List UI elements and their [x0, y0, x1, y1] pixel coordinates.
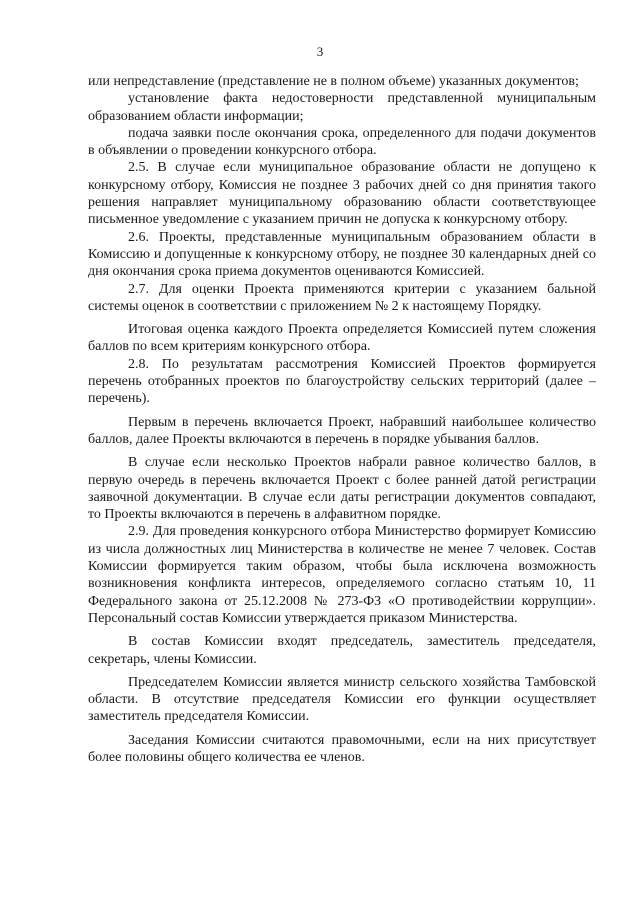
- paragraph-2-5: 2.5. В случае если муниципальное образование области не допущено к конкурсному отбору, Комиссия не позднее 3 рабочих дней со дня принятия такого решения направляет муниципальному образованию области соответствующее письменное уведомление с указанием причин не допуска к конкурсному отбору.: [88, 160, 596, 228]
- paragraph-false-information: установление факта недостоверности представленной муниципальным образованием области информации;: [88, 91, 596, 124]
- paragraph-commission-chair: Председателем Комиссии является министр сельского хозяйства Тамбовской области. В отсутствие председателя Комиссии его функции осуществляет заместитель председателя Комиссии.: [88, 674, 596, 725]
- paragraph-final-score: Итоговая оценка каждого Проекта определяется Комиссией путем сложения баллов по всем критериям конкурсного отбора.: [88, 322, 596, 355]
- document-body: [88, 73, 596, 766]
- paragraph-equal-scores: В случае если несколько Проектов набрали равное количество баллов, в первую очередь в перечень включается Проект с более ранней датой регистрации заявочной документации. В случае если даты регистрации документов совпадают, то Проекты включаются в перечень в алфавитном порядке.: [88, 455, 596, 523]
- paragraph-late-submission: подача заявки после окончания срока, определенного для подачи документов в объявлении о проведении конкурсного отбора.: [88, 125, 596, 159]
- paragraph-first-in-list: Первым в перечень включается Проект, набравший наибольшее количество баллов, далее Проекты включаются в перечень в порядке убывания баллов.: [88, 414, 596, 447]
- paragraph-commission-composition: В состав Комиссии входят председатель, заместитель председателя, секретарь, члены Комиссии.: [88, 634, 596, 667]
- paragraph-non-submission: или непредставление (представление не в полном объеме) указанных документов;: [88, 74, 579, 89]
- paragraph-2-8: 2.8. По результатам рассмотрения Комиссией Проектов формируется перечень отобранных проектов по благоустройству сельских территорий (далее – перечень).: [88, 356, 596, 407]
- paragraph-2-7: 2.7. Для оценки Проекта применяются критерии с указанием бальной системы оценок в соответствии с приложением № 2 к настоящему Порядку.: [88, 281, 596, 314]
- page-number: 3: [316, 44, 324, 59]
- paragraph-quorum: Заседания Комиссии считаются правомочными, если на них присутствует более половины общего количества ее членов.: [88, 732, 596, 765]
- paragraph-2-9: 2.9. Для проведения конкурсного отбора Министерство формирует Комиссию из числа должностных лиц Министерства в количестве не менее 7 человек. Состав Комиссии формируется таким образом, чтобы была исключена возможность возникновения конфликта интересов, определяемого согласно статьям 10, 11 Федерального закона от 25.12.2008 № 273-ФЗ «О противодействии коррупции». Персональный состав Комиссии утверждается приказом Министерства.: [88, 524, 596, 626]
- paragraph-2-6: 2.6. Проекты, представленные муниципальным образованием области в Комиссию и допущенные к конкурсному отбору, не позднее 30 календарных дней со дня окончания срока приема документов оцениваются Комиссией.: [88, 229, 596, 280]
